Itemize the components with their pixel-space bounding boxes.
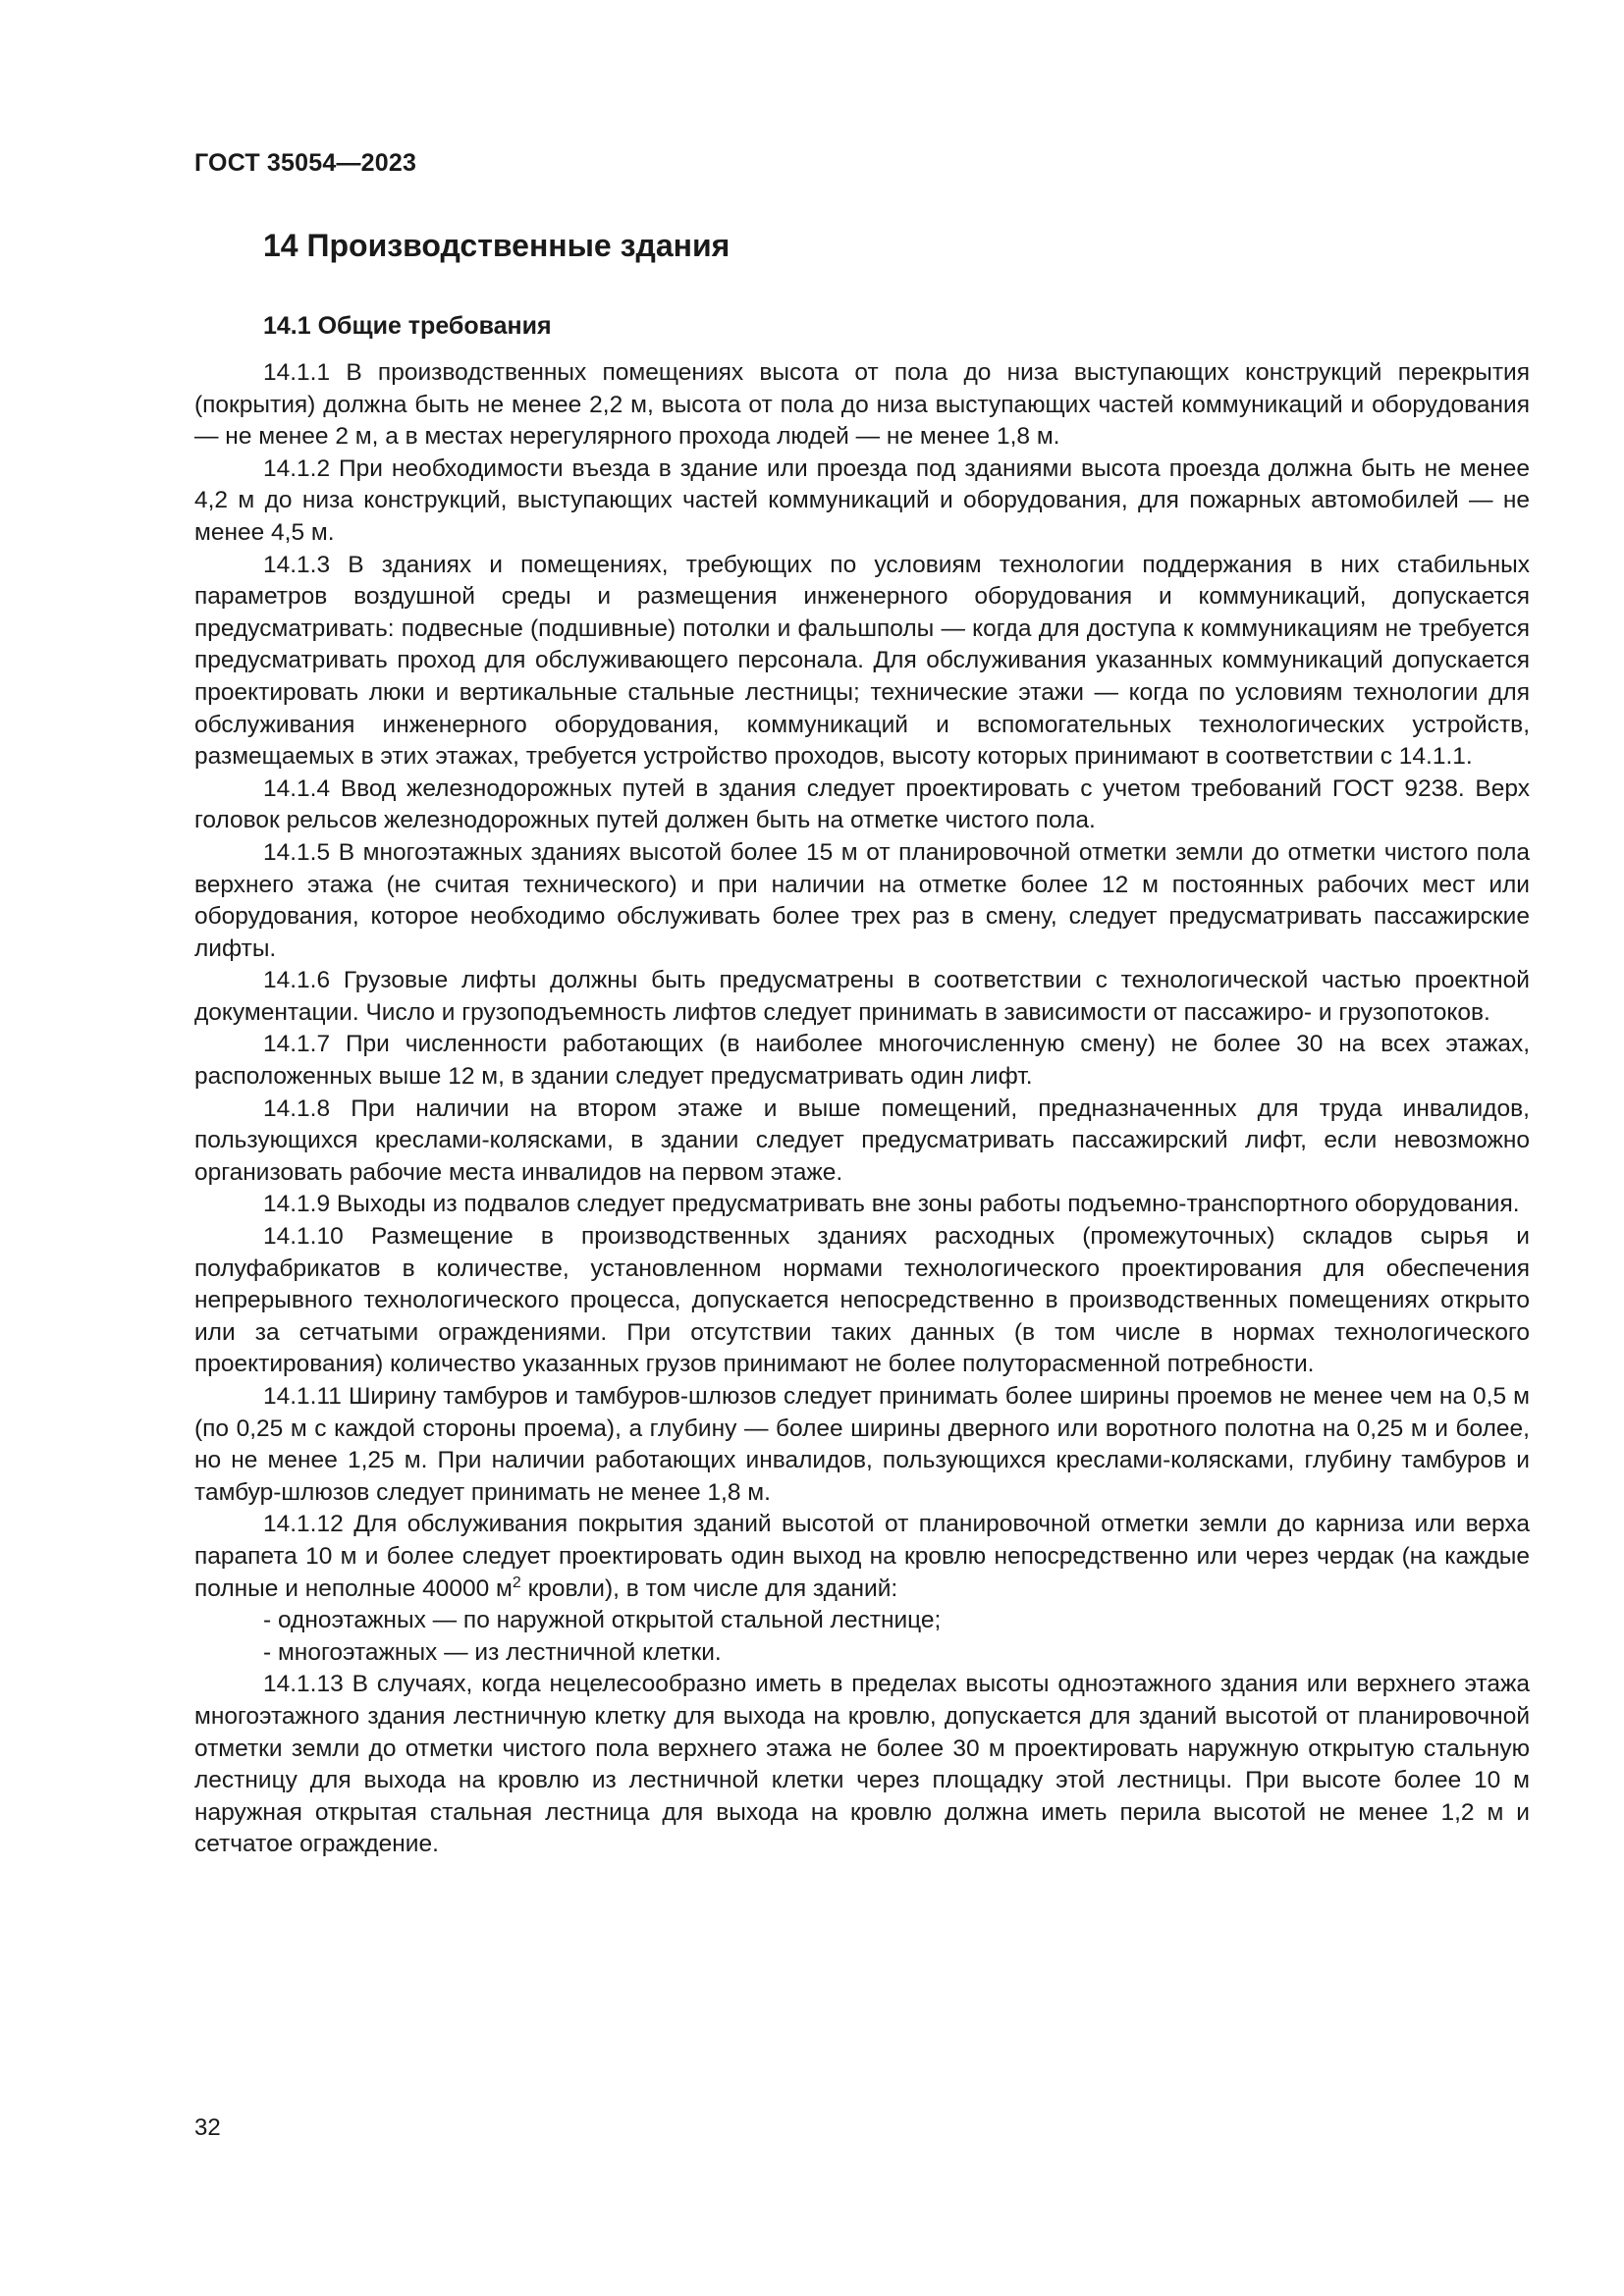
paragraph-14-1-12-text-end: кровли), в том числе для зданий: [520,1575,898,1602]
list-item-multi-storey: - многоэтажных — из лестничной клетки. [263,1638,722,1666]
paragraph-14-1-2: 14.1.2 При необходимости въезда в здание или проезда под зданиями высота проезда должна быть не менее 4,2 м до низа конструкций, выступающих частей коммуникаций и оборудования, для пожарных автомобилей — не менее 4,5 м. [194,454,1530,546]
paragraph-14-1-5: 14.1.5 В многоэтажных зданиях высотой более 15 м от планировочной отметки земли до отметки чистого пола верхнего этажа (не считая технического) и при наличии на отметке более 12 м постоянных рабочих мест или оборудования, которое необходимо обслуживать более трех раз в смену, следует предусматривать пассажирские лифты. [194,838,1530,962]
subsection-title: 14.1 Общие требования [263,312,552,340]
paragraph-14-1-7: 14.1.7 При численности работающих (в наиболее многочисленную смену) не более 30 на всех этажах, расположенных выше 12 м, в здании следует предусматривать один лифт. [194,1031,1530,1091]
page-number: 32 [194,2114,221,2141]
paragraph-14-1-8: 14.1.8 При наличии на втором этаже и выше помещений, предназначенных для труда инвалидов, пользующихся креслами-колясками, в здании следует предусматривать пассажирский лифт, если невозможно организовать рабочие места инвалидов на первом этаже. [194,1095,1530,1186]
superscript-square: 2 [512,1574,521,1591]
paragraph-14-1-11: 14.1.11 Ширину тамбуров и тамбуров-шлюзов следует принимать более ширины проемов не менее чем на 0,5 м (по 0,25 м с каждой стороны проема), а глубину — более ширины дверного или воротного полотна на 0,25 м и более, но не менее 1,25 м. При наличии работающих инвалидов, пользующихся креслами-колясками, глубину тамбуров и тамбур-шлюзов следует принимать не менее 1,8 м. [194,1383,1530,1506]
list-item-single-storey: - одноэтажных — по наружной открытой стальной лестнице; [263,1607,942,1634]
section-title: 14 Производственные здания [263,228,731,263]
paragraph-14-1-13: 14.1.13 В случаях, когда нецелесообразно иметь в пределах высоты одноэтажного здания или верхнего этажа многоэтажного здания лестничную клетку для выхода на кровлю, допускается для зданий высотой от планировочной отметки земли до отметки чистого пола верхнего этажа не более 30 м проектировать наружную открытую стальную лестницу для выхода на кровлю из лестничной клетки через площадку этой лестницы. При высоте более 10 м наружная открытая стальная лестница для выхода на кровлю должна иметь перила высотой не менее 1,2 м и сетчатое ограждение. [194,1671,1530,1858]
body-text [194,357,1530,1861]
paragraph-14-1-3: 14.1.3 В зданиях и помещениях, требующих по условиям технологии поддержания в них стабильных параметров воздушной среды и размещения инженерного оборудования и коммуникаций, допускается предусматривать: подвесные (подшивные) потолки и фальшполы — когда для доступа к коммуникациям не требуется предусматривать проход для обслуживающего персонала. Для обслуживания указанных коммуникаций допускается проектировать люки и вертикальные стальные лестницы; технические этажи — когда по условиям технологии для обслуживания инженерного оборудования, коммуникаций и вспомогательных технологических устройств, размещаемых в этих этажах, требуется устройство проходов, высоту которых принимают в соответствии с 14.1.1. [194,551,1530,771]
paragraph-14-1-12-text-start: 14.1.12 Для обслуживания покрытия зданий высотой от планировочной отметки земли до карниза или верха парапета 10 м и более следует проектировать один выход на кровлю непосредственно или через чердак (на каждые полные и неполные 40000 м [194,1511,1530,1602]
paragraph-14-1-1: 14.1.1 В производственных помещениях высота от пола до низа выступающих конструкций перекрытия (покрытия) должна быть не менее 2,2 м, высота от пола до низа выступающих частей коммуникаций и оборудования — не менее 2 м, а в местах нерегулярного прохода людей — не менее 1,8 м. [194,359,1530,451]
paragraph-14-1-4: 14.1.4 Ввод железнодорожных путей в здания следует проектировать с учетом требований ГОСТ 9238. Верх головок рельсов железнодорожных путей должен быть на отметке чистого пола. [194,774,1530,834]
paragraph-14-1-12 [194,1509,1530,1605]
paragraph-14-1-6: 14.1.6 Грузовые лифты должны быть предусматрены в соответствии с технологической частью проектной документации. Число и грузоподъемность лифтов следует принимать в зависимости от пассажиро- и грузопотоков. [194,967,1530,1026]
paragraph-14-1-9: 14.1.9 Выходы из подвалов следует предусматривать вне зоны работы подъемно-транспортного оборудования. [263,1191,1520,1218]
document-code-header: ГОСТ 35054—2023 [194,149,417,177]
paragraph-14-1-10: 14.1.10 Размещение в производственных зданиях расходных (промежуточных) складов сырья и полуфабрикатов в количестве, установленном нормами технологического проектирования для обеспечения непрерывного технологического процесса, допускается непосредственно в производственных помещениях открыто или за сетчатыми ограждениями. При отсутствии таких данных (в том числе в нормах технологического проектирования) количество указанных грузов принимают не более полуторасменной потребности. [194,1223,1530,1378]
